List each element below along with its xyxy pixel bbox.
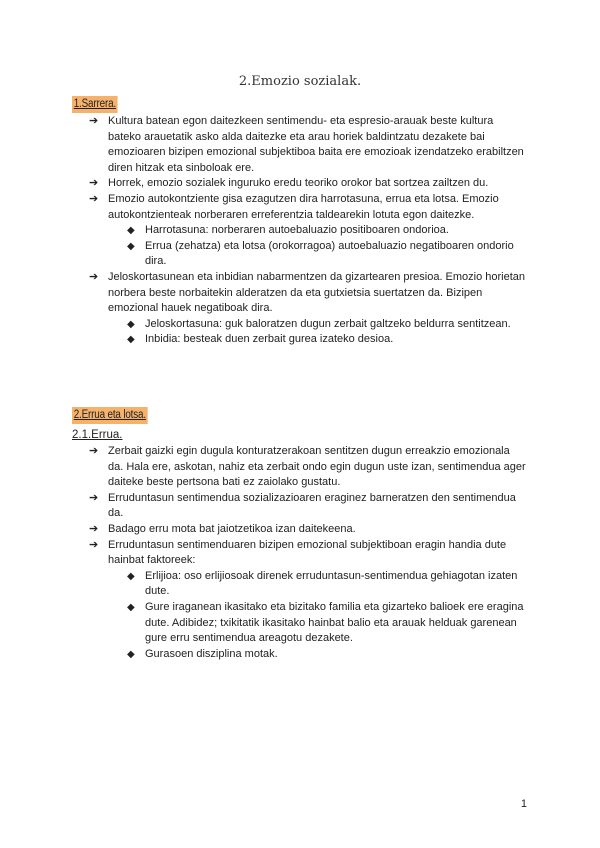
list-item-text: Erruduntasun sentimendua sozializazioaren eraginez barneratzen den sentimendua da. [108,491,516,520]
list-item-text: Emozio autokontziente gisa ezagutzen dira harrotasuna, errua eta lotsa. Emozio autokontzienteak norberaren erreferentzia taldearekin lotuta egon daitezke. [108,192,499,221]
list-item [0,192,528,223]
list-item-text: Kultura batean egon daitezkeen sentimendu- eta espresio-arauak beste kultura bateko arauetatik asko alda daitezke eta arau horiek baldintzatu dezakete bai emozioaren bizipen emozional subjektiboa baita ere emozioak izendatzeko erabiltzen diren hitzak eta sinboloak ere. [108,115,524,174]
diamond-bullet-icon: ◆ [127,570,135,582]
list-item [0,114,528,176]
list-item [0,239,530,270]
section-heading-sarrera: 1.Sarrera. [72,96,118,113]
diamond-bullet-icon: ◆ [127,601,135,613]
page-number: 1 [520,798,527,810]
list-item [0,444,528,491]
arrow-bullet-icon: ➔ [89,270,99,283]
list-item [0,317,530,333]
list-item [0,223,530,239]
arrow-bullet-icon: ➔ [89,491,99,504]
list-item-text: Harrotasuna: norberaren autoebaluazio positiboaren ondorioa. [145,224,449,237]
arrow-bullet-icon: ➔ [89,538,99,551]
list-item-text: Zerbait gaizki egin dugula konturatzerakoan sentitzen dugun erreakzio emozionala da. Hala ere, askotan, nahiz eta zerbait ondo egin dugun uste izan, sentimendua ager daiteke beste pertsona bati ez zaiolako gustatu. [108,445,526,489]
list-item [0,332,530,348]
list-item [0,522,528,538]
list-item-text: Inbidia: besteak duen zerbait gurea izateko desioa. [145,333,394,346]
diamond-bullet-icon: ◆ [127,648,135,660]
arrow-bullet-icon: ➔ [89,192,99,205]
section-heading-errua-eta-lotsa: 2.Errua eta lotsa. [72,407,148,424]
list-item [0,491,528,522]
arrow-bullet-icon: ➔ [89,115,99,127]
list-item [0,270,528,317]
section-sarrera-list [0,114,600,348]
list-item-text: Erruduntasun sentimenduaren bizipen emozional subjektiboan eragin handia dute hainbat faktoreek: [108,538,507,567]
list-item-text: Gure iraganean ikasitako eta bizitako familia eta gizarteko balioek ere eragina dute. Adibidez; txikitatik ikasitako hainbat balio eta arauak helduak garenean gure erru sentimendua areagotu dezakete. [145,600,524,645]
subsection-heading-errua: 2.1.Errua. [72,429,123,441]
list-item [0,538,528,569]
arrow-bullet-icon: ➔ [89,177,99,190]
diamond-bullet-icon: ◆ [127,334,135,346]
list-item-text: Gurasoen disziplina motak. [145,647,278,660]
list-item-text: Jeloskortasunean eta inbidian nabarmentzen da gizartearen presioa. Emozio horietan norbera beste norbaitekin alderatzen da eta gutxietsia suertatzen da. Bizipen emozional hauek negatiboak dira. [108,270,526,315]
diamond-bullet-icon: ◆ [127,318,135,330]
list-item [0,647,530,663]
list-item-text: Errua (zehatza) eta lotsa (orokorragoa) autoebaluazio negatiboaren ondorio dira. [145,239,514,268]
list-item-text: Erlijioa: oso erlijiosoak direnek erruduntasun-sentimendua gehiagotan izaten dute. [145,569,518,598]
list-item-text: Badago erru mota bat jaiotzetikoa izan daitekeena. [108,522,356,535]
list-item-text: Horrek, emozio sozialek inguruko eredu teoriko orokor bat sortzea zailtzen du. [108,177,489,190]
diamond-bullet-icon: ◆ [127,225,135,237]
section-errua-list [0,444,600,662]
list-item [0,569,530,600]
list-item-text: Jeloskortasuna: guk baloratzen dugun zerbait galtzeko beldurra sentitzean. [145,317,511,330]
arrow-bullet-icon: ➔ [89,445,99,457]
list-item [0,600,530,647]
arrow-bullet-icon: ➔ [89,522,99,535]
document-title: 2.Emozio sozialak. [238,74,362,89]
list-item [0,176,528,192]
diamond-bullet-icon: ◆ [127,240,135,252]
